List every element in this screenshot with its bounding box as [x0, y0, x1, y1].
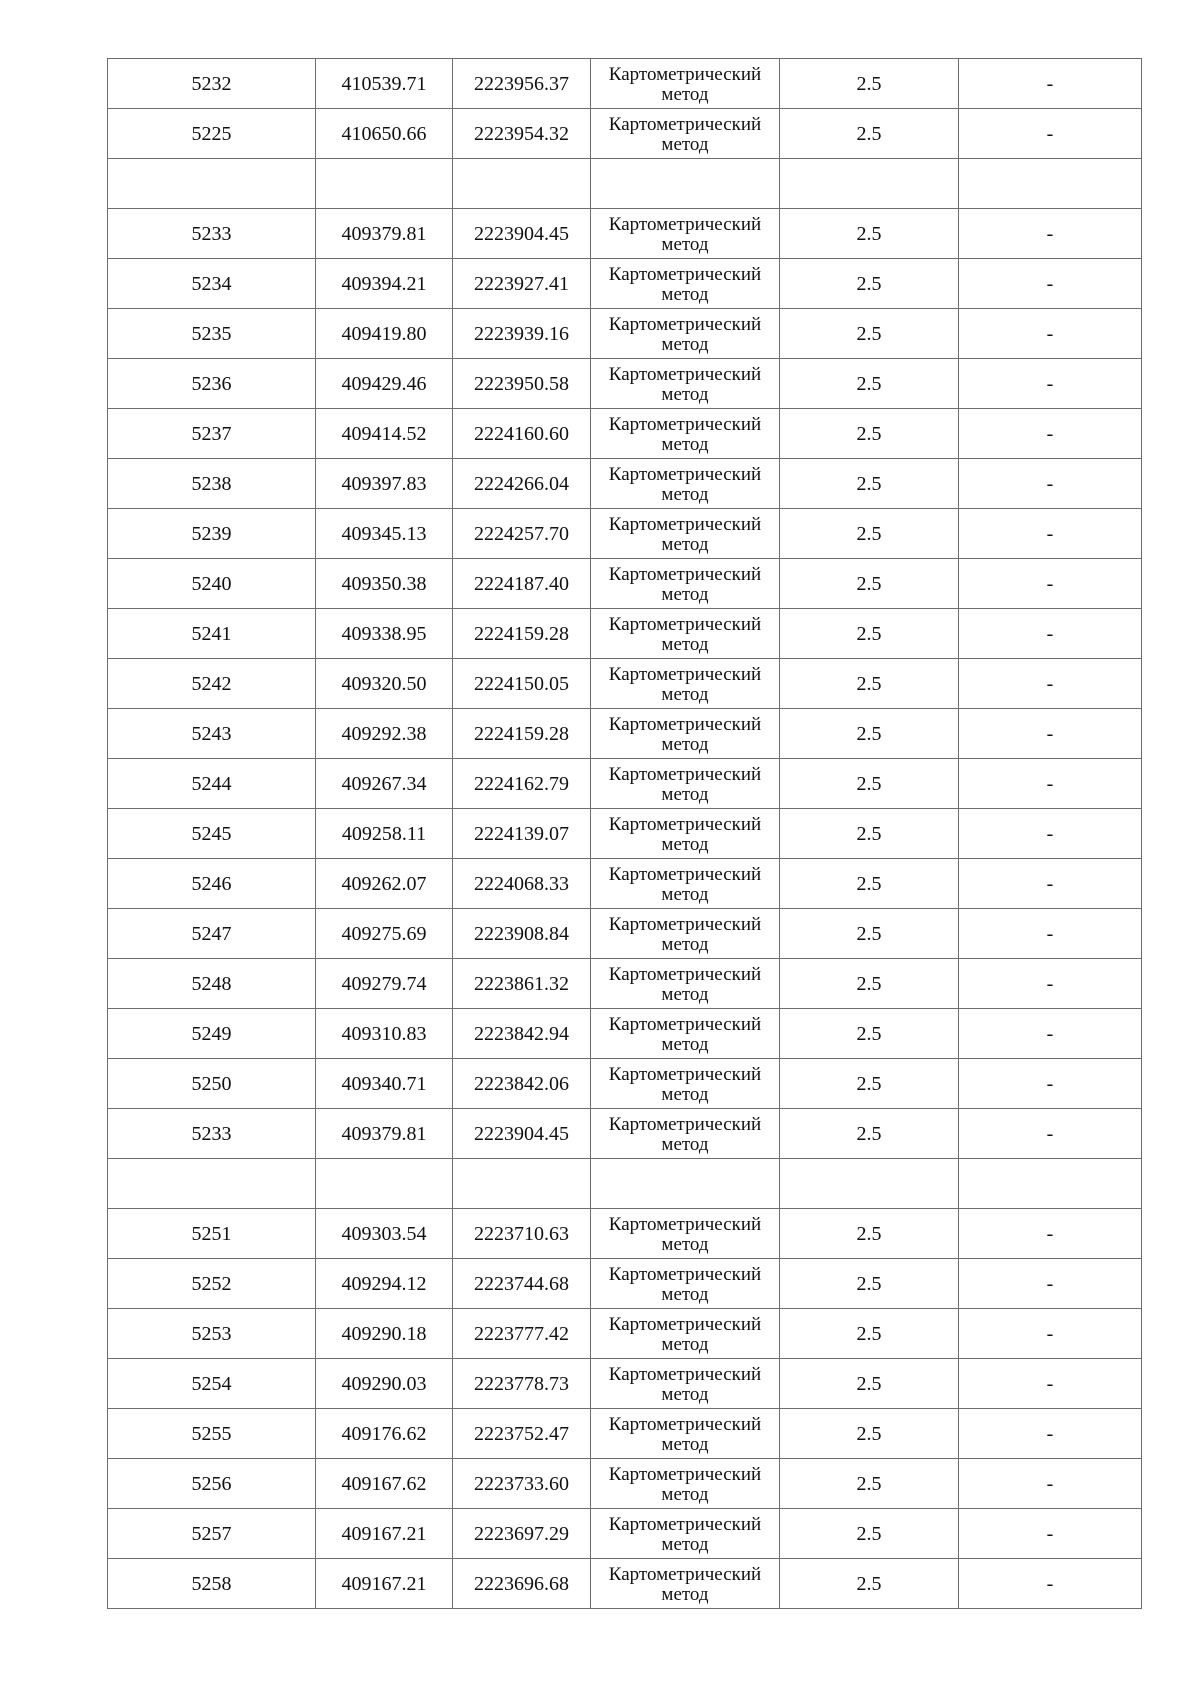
method-cell [591, 859, 780, 909]
method-line-2: метод [661, 1333, 709, 1355]
table-row [108, 1109, 1142, 1159]
accuracy-cell: 2.5 [780, 1309, 959, 1359]
empty-cell [959, 1159, 1142, 1209]
description-cell: - [959, 1209, 1142, 1259]
method-cell [591, 959, 780, 1009]
x-coordinate-cell: 409275.69 [316, 909, 453, 959]
method-cell [591, 109, 780, 159]
method-cell [591, 1409, 780, 1459]
method-cell [591, 509, 780, 559]
method-line-1: Картометрический [608, 963, 762, 985]
empty-cell [316, 159, 453, 209]
method-line-2: метод [661, 1533, 709, 1555]
method-line-2: метод [661, 733, 709, 755]
point-number-cell: 5234 [108, 259, 316, 309]
table-row [108, 659, 1142, 709]
accuracy-cell: 2.5 [780, 509, 959, 559]
method-cell [591, 1359, 780, 1409]
y-coordinate-cell: 2223950.58 [453, 359, 591, 409]
y-coordinate-cell: 2223908.84 [453, 909, 591, 959]
point-number-cell: 5252 [108, 1259, 316, 1309]
description-cell: - [959, 1009, 1142, 1059]
accuracy-cell: 2.5 [780, 559, 959, 609]
x-coordinate-cell: 409167.21 [316, 1509, 453, 1559]
accuracy-cell: 2.5 [780, 59, 959, 109]
x-coordinate-cell: 409290.03 [316, 1359, 453, 1409]
accuracy-cell: 2.5 [780, 1109, 959, 1159]
method-cell [591, 1009, 780, 1059]
empty-cell [780, 1159, 959, 1209]
table-row [108, 859, 1142, 909]
method-line-1: Картометрический [608, 363, 762, 385]
method-line-2: метод [661, 1283, 709, 1305]
y-coordinate-cell: 2224159.28 [453, 609, 591, 659]
method-line-2: метод [661, 1033, 709, 1055]
contour-separator-row [108, 159, 1142, 209]
description-cell: - [959, 1509, 1142, 1559]
y-coordinate-cell: 2223842.94 [453, 1009, 591, 1059]
table-row [108, 209, 1142, 259]
description-cell: - [959, 209, 1142, 259]
description-cell: - [959, 1109, 1142, 1159]
x-coordinate-cell: 409394.21 [316, 259, 453, 309]
y-coordinate-cell: 2223939.16 [453, 309, 591, 359]
point-number-cell: 5225 [108, 109, 316, 159]
method-line-1: Картометрический [608, 63, 762, 85]
method-cell [591, 259, 780, 309]
empty-cell [453, 159, 591, 209]
x-coordinate-cell: 409310.83 [316, 1009, 453, 1059]
description-cell: - [959, 1359, 1142, 1409]
method-line-1: Картометрический [608, 1263, 762, 1285]
x-coordinate-cell: 409340.71 [316, 1059, 453, 1109]
y-coordinate-cell: 2223956.37 [453, 59, 591, 109]
description-cell: - [959, 1259, 1142, 1309]
coordinates-table-body [108, 59, 1142, 1609]
x-coordinate-cell: 409262.07 [316, 859, 453, 909]
method-line-1: Картометрический [608, 1513, 762, 1535]
empty-cell [780, 159, 959, 209]
method-line-1: Картометрический [608, 1213, 762, 1235]
method-cell [591, 1059, 780, 1109]
y-coordinate-cell: 2223904.45 [453, 1109, 591, 1159]
y-coordinate-cell: 2223733.60 [453, 1459, 591, 1509]
point-number-cell: 5233 [108, 209, 316, 259]
method-line-1: Картометрический [608, 1113, 762, 1135]
x-coordinate-cell: 409414.52 [316, 409, 453, 459]
x-coordinate-cell: 409379.81 [316, 209, 453, 259]
description-cell: - [959, 1309, 1142, 1359]
x-coordinate-cell: 409294.12 [316, 1259, 453, 1309]
point-number-cell: 5236 [108, 359, 316, 409]
contour-separator-row [108, 1159, 1142, 1209]
method-line-2: метод [661, 983, 709, 1005]
point-number-cell: 5243 [108, 709, 316, 759]
y-coordinate-cell: 2223752.47 [453, 1409, 591, 1459]
empty-cell [316, 1159, 453, 1209]
y-coordinate-cell: 2223710.63 [453, 1209, 591, 1259]
point-number-cell: 5256 [108, 1459, 316, 1509]
x-coordinate-cell: 409419.80 [316, 309, 453, 359]
method-line-1: Картометрический [608, 913, 762, 935]
y-coordinate-cell: 2223696.68 [453, 1559, 591, 1609]
x-coordinate-cell: 409303.54 [316, 1209, 453, 1259]
method-line-2: метод [661, 433, 709, 455]
method-cell [591, 209, 780, 259]
method-line-1: Картометрический [608, 763, 762, 785]
table-row [108, 1559, 1142, 1609]
method-line-2: метод [661, 233, 709, 255]
description-cell: - [959, 409, 1142, 459]
point-number-cell: 5257 [108, 1509, 316, 1559]
table-row [108, 1259, 1142, 1309]
method-line-2: метод [661, 283, 709, 305]
method-line-2: метод [661, 933, 709, 955]
method-cell [591, 1259, 780, 1309]
method-line-1: Картометрический [608, 413, 762, 435]
y-coordinate-cell: 2224257.70 [453, 509, 591, 559]
method-line-2: метод [661, 633, 709, 655]
method-line-1: Картометрический [608, 1413, 762, 1435]
description-cell: - [959, 859, 1142, 909]
method-cell [591, 1509, 780, 1559]
table-row [108, 759, 1142, 809]
method-line-1: Картометрический [608, 863, 762, 885]
method-line-2: метод [661, 1383, 709, 1405]
description-cell: - [959, 959, 1142, 1009]
point-number-cell: 5233 [108, 1109, 316, 1159]
y-coordinate-cell: 2224139.07 [453, 809, 591, 859]
method-line-1: Картометрический [608, 313, 762, 335]
method-line-2: метод [661, 133, 709, 155]
accuracy-cell: 2.5 [780, 1209, 959, 1259]
table-row [108, 709, 1142, 759]
point-number-cell: 5238 [108, 459, 316, 509]
point-number-cell: 5249 [108, 1009, 316, 1059]
description-cell: - [959, 709, 1142, 759]
empty-cell [453, 1159, 591, 1209]
x-coordinate-cell: 409176.62 [316, 1409, 453, 1459]
y-coordinate-cell: 2224187.40 [453, 559, 591, 609]
x-coordinate-cell: 409350.38 [316, 559, 453, 609]
y-coordinate-cell: 2224266.04 [453, 459, 591, 509]
accuracy-cell: 2.5 [780, 809, 959, 859]
description-cell: - [959, 109, 1142, 159]
point-number-cell: 5258 [108, 1559, 316, 1609]
y-coordinate-cell: 2223861.32 [453, 959, 591, 1009]
method-line-1: Картометрический [608, 113, 762, 135]
table-row [108, 1059, 1142, 1109]
description-cell: - [959, 1459, 1142, 1509]
method-line-2: метод [661, 1133, 709, 1155]
method-cell [591, 1209, 780, 1259]
accuracy-cell: 2.5 [780, 359, 959, 409]
point-number-cell: 5255 [108, 1409, 316, 1459]
empty-cell [591, 1159, 780, 1209]
description-cell: - [959, 809, 1142, 859]
description-cell: - [959, 659, 1142, 709]
method-cell [591, 1109, 780, 1159]
accuracy-cell: 2.5 [780, 609, 959, 659]
table-row [108, 259, 1142, 309]
method-line-1: Картометрический [608, 663, 762, 685]
y-coordinate-cell: 2223778.73 [453, 1359, 591, 1409]
method-line-1: Картометрический [608, 213, 762, 235]
method-cell [591, 1459, 780, 1509]
method-line-2: метод [661, 833, 709, 855]
table-row [108, 559, 1142, 609]
y-coordinate-cell: 2223927.41 [453, 259, 591, 309]
accuracy-cell: 2.5 [780, 1409, 959, 1459]
x-coordinate-cell: 410650.66 [316, 109, 453, 159]
method-cell [591, 559, 780, 609]
table-row [108, 1509, 1142, 1559]
method-cell [591, 809, 780, 859]
accuracy-cell: 2.5 [780, 759, 959, 809]
method-line-1: Картометрический [608, 813, 762, 835]
x-coordinate-cell: 409290.18 [316, 1309, 453, 1359]
description-cell: - [959, 609, 1142, 659]
accuracy-cell: 2.5 [780, 309, 959, 359]
y-coordinate-cell: 2223904.45 [453, 209, 591, 259]
accuracy-cell: 2.5 [780, 1509, 959, 1559]
method-cell [591, 309, 780, 359]
method-line-1: Картометрический [608, 1463, 762, 1485]
accuracy-cell: 2.5 [780, 1009, 959, 1059]
method-line-2: метод [661, 83, 709, 105]
empty-cell [591, 159, 780, 209]
point-number-cell: 5239 [108, 509, 316, 559]
y-coordinate-cell: 2224162.79 [453, 759, 591, 809]
accuracy-cell: 2.5 [780, 859, 959, 909]
accuracy-cell: 2.5 [780, 709, 959, 759]
accuracy-cell: 2.5 [780, 409, 959, 459]
accuracy-cell: 2.5 [780, 1559, 959, 1609]
y-coordinate-cell: 2223744.68 [453, 1259, 591, 1309]
table-row [108, 1009, 1142, 1059]
y-coordinate-cell: 2224150.05 [453, 659, 591, 709]
description-cell: - [959, 759, 1142, 809]
method-line-1: Картометрический [608, 263, 762, 285]
method-cell [591, 909, 780, 959]
description-cell: - [959, 359, 1142, 409]
point-number-cell: 5247 [108, 909, 316, 959]
method-line-1: Картометрический [608, 1363, 762, 1385]
x-coordinate-cell: 409267.34 [316, 759, 453, 809]
description-cell: - [959, 1559, 1142, 1609]
table-row [108, 509, 1142, 559]
accuracy-cell: 2.5 [780, 909, 959, 959]
accuracy-cell: 2.5 [780, 659, 959, 709]
method-line-1: Картометрический [608, 713, 762, 735]
description-cell: - [959, 259, 1142, 309]
table-row [108, 1209, 1142, 1259]
description-cell: - [959, 1059, 1142, 1109]
accuracy-cell: 2.5 [780, 1459, 959, 1509]
accuracy-cell: 2.5 [780, 109, 959, 159]
point-number-cell: 5244 [108, 759, 316, 809]
y-coordinate-cell: 2224159.28 [453, 709, 591, 759]
point-number-cell: 5250 [108, 1059, 316, 1109]
description-cell: - [959, 459, 1142, 509]
x-coordinate-cell: 409167.21 [316, 1559, 453, 1609]
point-number-cell: 5251 [108, 1209, 316, 1259]
method-line-2: метод [661, 333, 709, 355]
method-line-2: метод [661, 483, 709, 505]
table-row [108, 909, 1142, 959]
empty-cell [959, 159, 1142, 209]
table-row [108, 609, 1142, 659]
point-number-cell: 5242 [108, 659, 316, 709]
table-row [108, 59, 1142, 109]
coordinates-table [107, 58, 1142, 1609]
point-number-cell: 5232 [108, 59, 316, 109]
accuracy-cell: 2.5 [780, 959, 959, 1009]
x-coordinate-cell: 409279.74 [316, 959, 453, 1009]
accuracy-cell: 2.5 [780, 459, 959, 509]
table-row [108, 409, 1142, 459]
description-cell: - [959, 1409, 1142, 1459]
accuracy-cell: 2.5 [780, 1359, 959, 1409]
point-number-cell: 5248 [108, 959, 316, 1009]
x-coordinate-cell: 409397.83 [316, 459, 453, 509]
method-line-2: метод [661, 533, 709, 555]
method-cell [591, 709, 780, 759]
table-row [108, 1409, 1142, 1459]
y-coordinate-cell: 2223697.29 [453, 1509, 591, 1559]
y-coordinate-cell: 2223954.32 [453, 109, 591, 159]
x-coordinate-cell: 409429.46 [316, 359, 453, 409]
point-number-cell: 5240 [108, 559, 316, 609]
method-cell [591, 609, 780, 659]
method-line-1: Картометрический [608, 1563, 762, 1585]
method-cell [591, 409, 780, 459]
x-coordinate-cell: 409338.95 [316, 609, 453, 659]
method-cell [591, 459, 780, 509]
table-row [108, 809, 1142, 859]
description-cell: - [959, 909, 1142, 959]
table-row [108, 1309, 1142, 1359]
method-line-1: Картометрический [608, 613, 762, 635]
method-line-2: метод [661, 1483, 709, 1505]
x-coordinate-cell: 410539.71 [316, 59, 453, 109]
y-coordinate-cell: 2224068.33 [453, 859, 591, 909]
method-line-1: Картометрический [608, 513, 762, 535]
accuracy-cell: 2.5 [780, 259, 959, 309]
description-cell: - [959, 309, 1142, 359]
table-row [108, 1359, 1142, 1409]
y-coordinate-cell: 2223842.06 [453, 1059, 591, 1109]
empty-cell [108, 1159, 316, 1209]
x-coordinate-cell: 409320.50 [316, 659, 453, 709]
x-coordinate-cell: 409292.38 [316, 709, 453, 759]
point-number-cell: 5245 [108, 809, 316, 859]
method-line-2: метод [661, 1583, 709, 1605]
table-row [108, 959, 1142, 1009]
method-line-2: метод [661, 783, 709, 805]
method-cell [591, 1309, 780, 1359]
method-cell [591, 1559, 780, 1609]
point-number-cell: 5237 [108, 409, 316, 459]
point-number-cell: 5246 [108, 859, 316, 909]
x-coordinate-cell: 409258.11 [316, 809, 453, 859]
method-line-1: Картометрический [608, 1013, 762, 1035]
point-number-cell: 5253 [108, 1309, 316, 1359]
method-line-2: метод [661, 1433, 709, 1455]
table-row [108, 1459, 1142, 1509]
method-line-2: метод [661, 1233, 709, 1255]
point-number-cell: 5235 [108, 309, 316, 359]
method-cell [591, 759, 780, 809]
method-line-2: метод [661, 683, 709, 705]
method-line-1: Картометрический [608, 1313, 762, 1335]
method-cell [591, 359, 780, 409]
method-cell [591, 659, 780, 709]
x-coordinate-cell: 409379.81 [316, 1109, 453, 1159]
accuracy-cell: 2.5 [780, 1259, 959, 1309]
table-row [108, 459, 1142, 509]
method-line-1: Картометрический [608, 463, 762, 485]
method-line-1: Картометрический [608, 1063, 762, 1085]
method-line-2: метод [661, 1083, 709, 1105]
description-cell: - [959, 559, 1142, 609]
x-coordinate-cell: 409345.13 [316, 509, 453, 559]
table-row [108, 309, 1142, 359]
accuracy-cell: 2.5 [780, 1059, 959, 1109]
y-coordinate-cell: 2223777.42 [453, 1309, 591, 1359]
method-line-2: метод [661, 883, 709, 905]
description-cell: - [959, 59, 1142, 109]
method-line-2: метод [661, 583, 709, 605]
method-line-2: метод [661, 383, 709, 405]
method-cell [591, 59, 780, 109]
table-row [108, 359, 1142, 409]
method-line-1: Картометрический [608, 563, 762, 585]
x-coordinate-cell: 409167.62 [316, 1459, 453, 1509]
point-number-cell: 5254 [108, 1359, 316, 1409]
empty-cell [108, 159, 316, 209]
table-row [108, 109, 1142, 159]
accuracy-cell: 2.5 [780, 209, 959, 259]
point-number-cell: 5241 [108, 609, 316, 659]
description-cell: - [959, 509, 1142, 559]
y-coordinate-cell: 2224160.60 [453, 409, 591, 459]
